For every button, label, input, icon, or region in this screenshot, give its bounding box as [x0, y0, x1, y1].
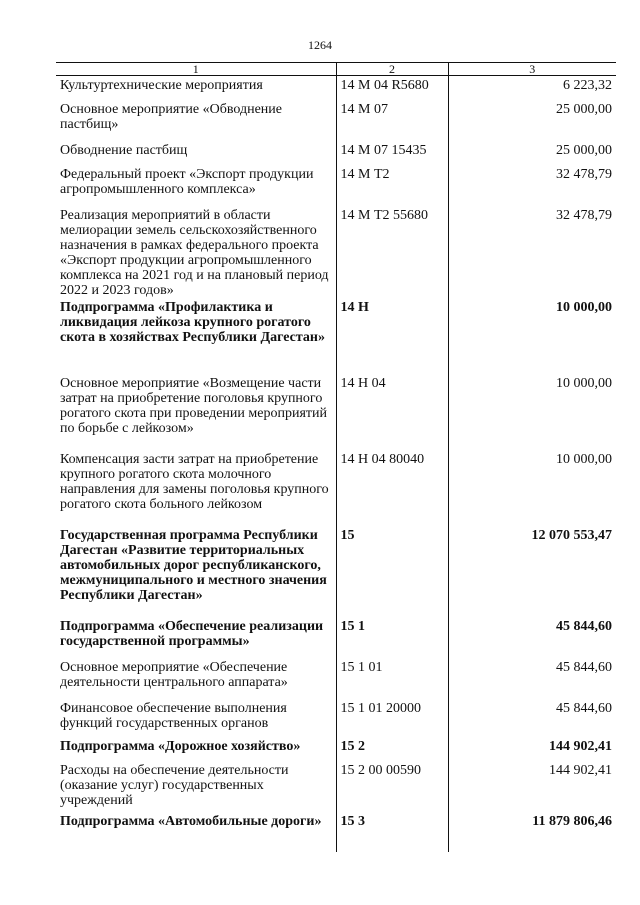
- row-name-cell: Подпрограмма «Автомобильные дороги»: [60, 813, 322, 829]
- row-code-cell: 14 Н 04: [336, 374, 448, 450]
- row-amount-cell: 12 070 553,47: [448, 526, 616, 617]
- table-row: [56, 658, 616, 699]
- table-row: [56, 206, 616, 298]
- table-row: [56, 812, 616, 852]
- row-amount-cell: 10 000,00: [448, 374, 616, 450]
- table-row: [56, 737, 616, 761]
- row-amount-cell: 6 223,32: [448, 76, 616, 100]
- row-amount-cell: 11 879 806,46: [448, 812, 616, 852]
- row-name-cell: Основное мероприятие «Обеспечение деятельности центрального аппарата»: [60, 659, 288, 690]
- table-row: [56, 76, 616, 100]
- row-amount-cell: 10 000,00: [448, 298, 616, 374]
- table-row: [56, 699, 616, 737]
- row-name-cell: Подпрограмма «Дорожное хозяйство»: [60, 738, 301, 754]
- column-header-2: 2: [336, 63, 448, 76]
- row-code-cell: 14 Н: [336, 298, 448, 374]
- budget-table: [56, 62, 616, 852]
- row-code-cell: 15: [336, 526, 448, 617]
- row-amount-cell: 45 844,60: [448, 658, 616, 699]
- table-row: [56, 141, 616, 165]
- table-row: [56, 374, 616, 450]
- table-row: [56, 298, 616, 374]
- table-header-row: [56, 63, 616, 76]
- row-name-cell: Федеральный проект «Экспорт продукции агропромышленного комплекса»: [60, 166, 314, 197]
- page-number: 1264: [308, 38, 332, 52]
- row-code-cell: 14 М Т2 55680: [336, 206, 448, 298]
- row-name-cell: Финансовое обеспечение выполнения функций государственных органов: [60, 700, 287, 731]
- table-row: [56, 617, 616, 658]
- row-amount-cell: 25 000,00: [448, 100, 616, 141]
- row-code-cell: 15 1 01 20000: [336, 699, 448, 737]
- row-code-cell: 14 М Т2: [336, 165, 448, 206]
- row-amount-cell: 25 000,00: [448, 141, 616, 165]
- row-name-cell: Реализация мероприятий в области мелиорации земель сельскохозяйственного назначения в рамках федерального проекта «Экспорт продукции агропромышленного комплекса на 2021 год и на плановый период 2022 и 2023 годов»: [60, 207, 329, 298]
- row-code-cell: 15 1 01: [336, 658, 448, 699]
- table-row: [56, 761, 616, 812]
- row-name-cell: Подпрограмма «Профилактика и ликвидация лейкоза крупного рогатого скота в хозяйствах Республики Дагестан»: [60, 299, 325, 345]
- table-row: [56, 450, 616, 526]
- row-amount-cell: 45 844,60: [448, 699, 616, 737]
- row-name-cell: Основное мероприятие «Возмещение части затрат на приобретение поголовья крупного рогатого скота при проведении мероприятий по борьбе с лейкозом»: [60, 375, 327, 436]
- row-name-cell: Расходы на обеспечение деятельности (оказание услуг) государственных учреждений: [60, 762, 289, 808]
- row-code-cell: 15 3: [336, 812, 448, 852]
- row-amount-cell: 32 478,79: [448, 165, 616, 206]
- row-amount-cell: 144 902,41: [448, 737, 616, 761]
- row-code-cell: 15 2: [336, 737, 448, 761]
- column-header-1: 1: [56, 63, 336, 76]
- row-name-cell: Обводнение пастбищ: [60, 142, 188, 158]
- row-name-cell: Основное мероприятие «Обводнение пастбищ»: [60, 101, 282, 132]
- table-row: [56, 526, 616, 617]
- row-code-cell: 14 М 04 R5680: [336, 76, 448, 100]
- row-amount-cell: 10 000,00: [448, 450, 616, 526]
- row-code-cell: 15 1: [336, 617, 448, 658]
- row-amount-cell: 144 902,41: [448, 761, 616, 812]
- row-name-cell: Компенсация засти затрат на приобретение крупного рогатого скота молочного направления для замены поголовья крупного рогатого скота больного лейкозом: [60, 451, 329, 512]
- row-amount-cell: 45 844,60: [448, 617, 616, 658]
- row-code-cell: 14 М 07: [336, 100, 448, 141]
- row-amount-cell: 32 478,79: [448, 206, 616, 298]
- table-row: [56, 100, 616, 141]
- row-name-cell: Подпрограмма «Обеспечение реализации государственной программы»: [60, 618, 324, 649]
- table-row: [56, 165, 616, 206]
- row-name-cell: Культуртехнические мероприятия: [60, 78, 263, 93]
- row-code-cell: 14 Н 04 80040: [336, 450, 448, 526]
- row-code-cell: 15 2 00 00590: [336, 761, 448, 812]
- column-header-3: 3: [448, 63, 616, 76]
- row-name-cell: Государственная программа Республики Дагестан «Развитие территориальных автомобильных дорог республиканского, межмуниципального и местного значения Республики Дагестан»: [60, 527, 327, 603]
- row-code-cell: 14 М 07 15435: [336, 141, 448, 165]
